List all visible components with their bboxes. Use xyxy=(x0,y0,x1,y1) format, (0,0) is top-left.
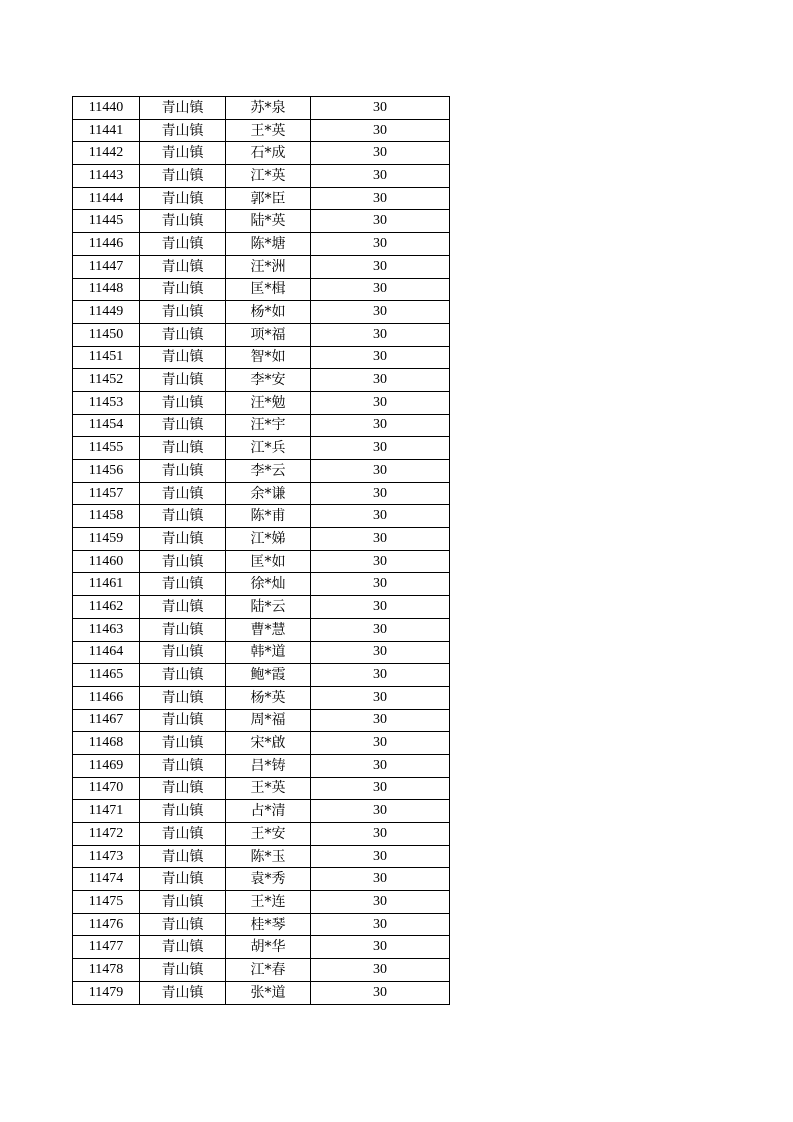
row-number-cell: 11467 xyxy=(73,709,140,732)
row-number-cell: 11440 xyxy=(73,97,140,120)
name-cell: 江*娣 xyxy=(226,528,311,551)
name-cell: 王*英 xyxy=(226,119,311,142)
data-table xyxy=(72,96,450,1005)
town-cell: 青山镇 xyxy=(140,959,226,982)
row-number-cell: 11451 xyxy=(73,346,140,369)
name-cell: 陈*甫 xyxy=(226,505,311,528)
amount-cell: 30 xyxy=(311,686,450,709)
town-cell: 青山镇 xyxy=(140,346,226,369)
name-cell: 徐*灿 xyxy=(226,573,311,596)
town-cell: 青山镇 xyxy=(140,777,226,800)
town-cell: 青山镇 xyxy=(140,142,226,165)
amount-cell: 30 xyxy=(311,482,450,505)
town-cell: 青山镇 xyxy=(140,868,226,891)
amount-cell: 30 xyxy=(311,913,450,936)
table-row xyxy=(73,618,450,641)
amount-cell: 30 xyxy=(311,278,450,301)
town-cell: 青山镇 xyxy=(140,505,226,528)
table-row xyxy=(73,119,450,142)
name-cell: 郭*臣 xyxy=(226,187,311,210)
row-number-cell: 11446 xyxy=(73,233,140,256)
row-number-cell: 11443 xyxy=(73,165,140,188)
town-cell: 青山镇 xyxy=(140,550,226,573)
town-cell: 青山镇 xyxy=(140,460,226,483)
name-cell: 杨*如 xyxy=(226,301,311,324)
name-cell: 匡*楫 xyxy=(226,278,311,301)
town-cell: 青山镇 xyxy=(140,233,226,256)
name-cell: 王*连 xyxy=(226,891,311,914)
name-cell: 张*道 xyxy=(226,981,311,1004)
amount-cell: 30 xyxy=(311,437,450,460)
row-number-cell: 11465 xyxy=(73,664,140,687)
table-row xyxy=(73,278,450,301)
row-number-cell: 11453 xyxy=(73,391,140,414)
amount-cell: 30 xyxy=(311,323,450,346)
amount-cell: 30 xyxy=(311,505,450,528)
town-cell: 青山镇 xyxy=(140,823,226,846)
name-cell: 李*云 xyxy=(226,460,311,483)
name-cell: 胡*华 xyxy=(226,936,311,959)
town-cell: 青山镇 xyxy=(140,482,226,505)
name-cell: 李*安 xyxy=(226,369,311,392)
amount-cell: 30 xyxy=(311,528,450,551)
name-cell: 江*春 xyxy=(226,959,311,982)
amount-cell: 30 xyxy=(311,732,450,755)
name-cell: 汪*洲 xyxy=(226,255,311,278)
amount-cell: 30 xyxy=(311,301,450,324)
name-cell: 汪*宇 xyxy=(226,414,311,437)
row-number-cell: 11457 xyxy=(73,482,140,505)
town-cell: 青山镇 xyxy=(140,618,226,641)
row-number-cell: 11469 xyxy=(73,754,140,777)
amount-cell: 30 xyxy=(311,618,450,641)
row-number-cell: 11461 xyxy=(73,573,140,596)
town-cell: 青山镇 xyxy=(140,981,226,1004)
name-cell: 宋*啟 xyxy=(226,732,311,755)
amount-cell: 30 xyxy=(311,391,450,414)
amount-cell: 30 xyxy=(311,255,450,278)
row-number-cell: 11462 xyxy=(73,596,140,619)
town-cell: 青山镇 xyxy=(140,664,226,687)
table-row xyxy=(73,233,450,256)
name-cell: 江*英 xyxy=(226,165,311,188)
amount-cell: 30 xyxy=(311,891,450,914)
amount-cell: 30 xyxy=(311,868,450,891)
table-row xyxy=(73,414,450,437)
row-number-cell: 11448 xyxy=(73,278,140,301)
table-row xyxy=(73,800,450,823)
name-cell: 王*英 xyxy=(226,777,311,800)
table-row xyxy=(73,754,450,777)
table-row xyxy=(73,868,450,891)
amount-cell: 30 xyxy=(311,119,450,142)
town-cell: 青山镇 xyxy=(140,732,226,755)
amount-cell: 30 xyxy=(311,959,450,982)
table-row xyxy=(73,505,450,528)
town-cell: 青山镇 xyxy=(140,573,226,596)
name-cell: 王*安 xyxy=(226,823,311,846)
town-cell: 青山镇 xyxy=(140,255,226,278)
row-number-cell: 11455 xyxy=(73,437,140,460)
row-number-cell: 11470 xyxy=(73,777,140,800)
amount-cell: 30 xyxy=(311,777,450,800)
amount-cell: 30 xyxy=(311,981,450,1004)
table-row xyxy=(73,482,450,505)
row-number-cell: 11463 xyxy=(73,618,140,641)
name-cell: 陆*云 xyxy=(226,596,311,619)
town-cell: 青山镇 xyxy=(140,187,226,210)
row-number-cell: 11479 xyxy=(73,981,140,1004)
town-cell: 青山镇 xyxy=(140,913,226,936)
amount-cell: 30 xyxy=(311,233,450,256)
amount-cell: 30 xyxy=(311,823,450,846)
table-row xyxy=(73,664,450,687)
amount-cell: 30 xyxy=(311,596,450,619)
table-row xyxy=(73,641,450,664)
row-number-cell: 11450 xyxy=(73,323,140,346)
table-row xyxy=(73,891,450,914)
name-cell: 周*福 xyxy=(226,709,311,732)
table-row xyxy=(73,981,450,1004)
table-row xyxy=(73,959,450,982)
row-number-cell: 11447 xyxy=(73,255,140,278)
amount-cell: 30 xyxy=(311,754,450,777)
name-cell: 江*兵 xyxy=(226,437,311,460)
town-cell: 青山镇 xyxy=(140,278,226,301)
row-number-cell: 11454 xyxy=(73,414,140,437)
name-cell: 占*清 xyxy=(226,800,311,823)
name-cell: 智*如 xyxy=(226,346,311,369)
table-row xyxy=(73,369,450,392)
table-row xyxy=(73,391,450,414)
amount-cell: 30 xyxy=(311,187,450,210)
row-number-cell: 11476 xyxy=(73,913,140,936)
town-cell: 青山镇 xyxy=(140,369,226,392)
table-row xyxy=(73,528,450,551)
row-number-cell: 11441 xyxy=(73,119,140,142)
table-row xyxy=(73,301,450,324)
row-number-cell: 11460 xyxy=(73,550,140,573)
amount-cell: 30 xyxy=(311,550,450,573)
row-number-cell: 11458 xyxy=(73,505,140,528)
town-cell: 青山镇 xyxy=(140,891,226,914)
amount-cell: 30 xyxy=(311,845,450,868)
town-cell: 青山镇 xyxy=(140,754,226,777)
row-number-cell: 11471 xyxy=(73,800,140,823)
row-number-cell: 11442 xyxy=(73,142,140,165)
row-number-cell: 11444 xyxy=(73,187,140,210)
row-number-cell: 11464 xyxy=(73,641,140,664)
town-cell: 青山镇 xyxy=(140,210,226,233)
town-cell: 青山镇 xyxy=(140,323,226,346)
name-cell: 吕*铸 xyxy=(226,754,311,777)
table-row xyxy=(73,460,450,483)
town-cell: 青山镇 xyxy=(140,414,226,437)
town-cell: 青山镇 xyxy=(140,437,226,460)
table-row xyxy=(73,823,450,846)
name-cell: 余*谦 xyxy=(226,482,311,505)
amount-cell: 30 xyxy=(311,573,450,596)
amount-cell: 30 xyxy=(311,936,450,959)
name-cell: 石*成 xyxy=(226,142,311,165)
town-cell: 青山镇 xyxy=(140,165,226,188)
amount-cell: 30 xyxy=(311,369,450,392)
name-cell: 陈*塘 xyxy=(226,233,311,256)
table-row xyxy=(73,845,450,868)
row-number-cell: 11473 xyxy=(73,845,140,868)
table-row xyxy=(73,97,450,120)
table-row xyxy=(73,709,450,732)
row-number-cell: 11468 xyxy=(73,732,140,755)
name-cell: 陆*英 xyxy=(226,210,311,233)
name-cell: 曹*慧 xyxy=(226,618,311,641)
table-row xyxy=(73,255,450,278)
table-row xyxy=(73,777,450,800)
name-cell: 苏*泉 xyxy=(226,97,311,120)
amount-cell: 30 xyxy=(311,414,450,437)
town-cell: 青山镇 xyxy=(140,97,226,120)
table-body xyxy=(73,97,450,1005)
table-row xyxy=(73,437,450,460)
table-row xyxy=(73,686,450,709)
town-cell: 青山镇 xyxy=(140,936,226,959)
table-row xyxy=(73,550,450,573)
amount-cell: 30 xyxy=(311,460,450,483)
name-cell: 袁*秀 xyxy=(226,868,311,891)
town-cell: 青山镇 xyxy=(140,709,226,732)
amount-cell: 30 xyxy=(311,142,450,165)
amount-cell: 30 xyxy=(311,210,450,233)
amount-cell: 30 xyxy=(311,709,450,732)
amount-cell: 30 xyxy=(311,664,450,687)
town-cell: 青山镇 xyxy=(140,845,226,868)
name-cell: 匡*如 xyxy=(226,550,311,573)
town-cell: 青山镇 xyxy=(140,686,226,709)
row-number-cell: 11478 xyxy=(73,959,140,982)
name-cell: 鲍*霞 xyxy=(226,664,311,687)
town-cell: 青山镇 xyxy=(140,800,226,823)
row-number-cell: 11445 xyxy=(73,210,140,233)
row-number-cell: 11449 xyxy=(73,301,140,324)
row-number-cell: 11472 xyxy=(73,823,140,846)
table-row xyxy=(73,596,450,619)
table-row xyxy=(73,323,450,346)
table-row xyxy=(73,936,450,959)
town-cell: 青山镇 xyxy=(140,641,226,664)
table-row xyxy=(73,913,450,936)
row-number-cell: 11477 xyxy=(73,936,140,959)
row-number-cell: 11466 xyxy=(73,686,140,709)
name-cell: 韩*道 xyxy=(226,641,311,664)
town-cell: 青山镇 xyxy=(140,391,226,414)
row-number-cell: 11456 xyxy=(73,460,140,483)
table-row xyxy=(73,187,450,210)
town-cell: 青山镇 xyxy=(140,596,226,619)
table-row xyxy=(73,142,450,165)
row-number-cell: 11474 xyxy=(73,868,140,891)
table-row xyxy=(73,346,450,369)
table-row xyxy=(73,165,450,188)
table-row xyxy=(73,732,450,755)
amount-cell: 30 xyxy=(311,800,450,823)
amount-cell: 30 xyxy=(311,97,450,120)
town-cell: 青山镇 xyxy=(140,528,226,551)
name-cell: 陈*玉 xyxy=(226,845,311,868)
table-row xyxy=(73,210,450,233)
name-cell: 桂*琴 xyxy=(226,913,311,936)
table-row xyxy=(73,573,450,596)
town-cell: 青山镇 xyxy=(140,301,226,324)
amount-cell: 30 xyxy=(311,641,450,664)
town-cell: 青山镇 xyxy=(140,119,226,142)
name-cell: 杨*英 xyxy=(226,686,311,709)
row-number-cell: 11475 xyxy=(73,891,140,914)
name-cell: 汪*勉 xyxy=(226,391,311,414)
amount-cell: 30 xyxy=(311,346,450,369)
amount-cell: 30 xyxy=(311,165,450,188)
name-cell: 项*福 xyxy=(226,323,311,346)
row-number-cell: 11452 xyxy=(73,369,140,392)
row-number-cell: 11459 xyxy=(73,528,140,551)
